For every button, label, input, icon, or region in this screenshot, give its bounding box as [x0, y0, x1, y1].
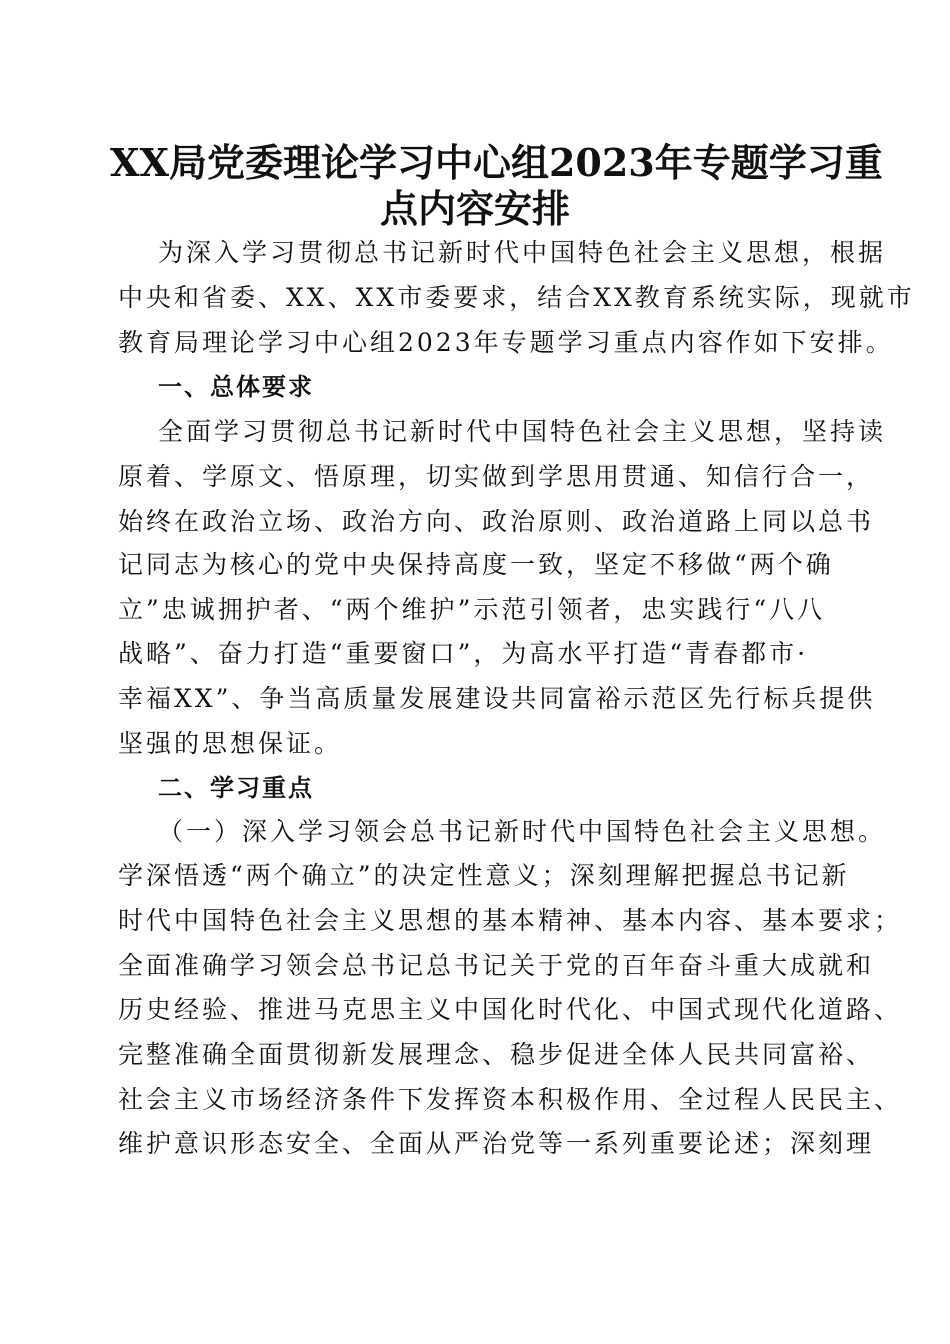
section-2-line-4: 历史经验、推进马克思主义中国化时代化、中国式现代化道路、 — [118, 995, 903, 1024]
section-1-heading: 一、总体要求 — [158, 373, 314, 401]
section-1-line-7: 幸福XX”、争当高质量发展建设共同富裕示范区先行标兵提供 — [118, 684, 876, 713]
section-1-line-6: 战略”、奋力打造“重要窗口”，为高水平打造“青春都市· — [118, 639, 809, 668]
intro-line-1: 为深入学习贯彻总书记新时代中国特色社会主义思想，根据 — [158, 238, 887, 267]
section-1-line-8: 坚强的思想保证。 — [118, 729, 343, 758]
section-1-line-2: 原着、学原文、悟原理，切实做到学思用贯通、知信行合一， — [118, 462, 875, 491]
section-2-line-3: 全面准确学习领会总书记总书记关于党的百年奋斗重大成就和 — [118, 951, 875, 980]
section-2-heading: 二、学习重点 — [158, 774, 314, 802]
section-2-line-1: 学深悟透“两个确立”的决定性意义；深刻理解把握总书记新 — [118, 861, 850, 890]
section-2-line-5: 完整准确全面贯彻新发展理念、稳步促进全体人民共同富裕、 — [118, 1040, 875, 1069]
section-2-line-6: 社会主义市场经济条件下发挥资本积极作用、全过程人民民主、 — [118, 1085, 903, 1114]
intro-line-2: 中央和省委、XX、XX市委要求，结合XX教育系统实际，现就市 — [118, 283, 915, 312]
section-2-line-7: 维护意识形态安全、全面从严治党等一系列重要论述；深刻理 — [118, 1129, 875, 1158]
document-title-line-2: 点内容安排 — [379, 186, 570, 231]
section-1-line-1: 全面学习贯彻总书记新时代中国特色社会主义思想，坚持读 — [158, 417, 887, 446]
intro-line-3: 教育局理论学习中心组2023年专题学习重点内容作如下安排。 — [118, 328, 894, 357]
section-2-subheading: （一）深入学习领会总书记新时代中国特色社会主义思想。 — [158, 817, 887, 846]
document-title-line-1: XX局党委理论学习中心组2023年专题学习重 — [110, 140, 883, 185]
section-1-line-5: 立”忠诚拥护者、“两个维护”示范引领者，忠实践行“八八 — [118, 595, 826, 624]
section-2-line-2: 时代中国特色社会主义思想的基本精神、基本内容、基本要求； — [118, 906, 903, 935]
section-1-line-4: 记同志为核心的党中央保持高度一致，坚定不移做“两个确 — [118, 550, 834, 579]
section-1-line-3: 始终在政治立场、政治方向、政治原则、政治道路上同以总书 — [118, 507, 875, 536]
